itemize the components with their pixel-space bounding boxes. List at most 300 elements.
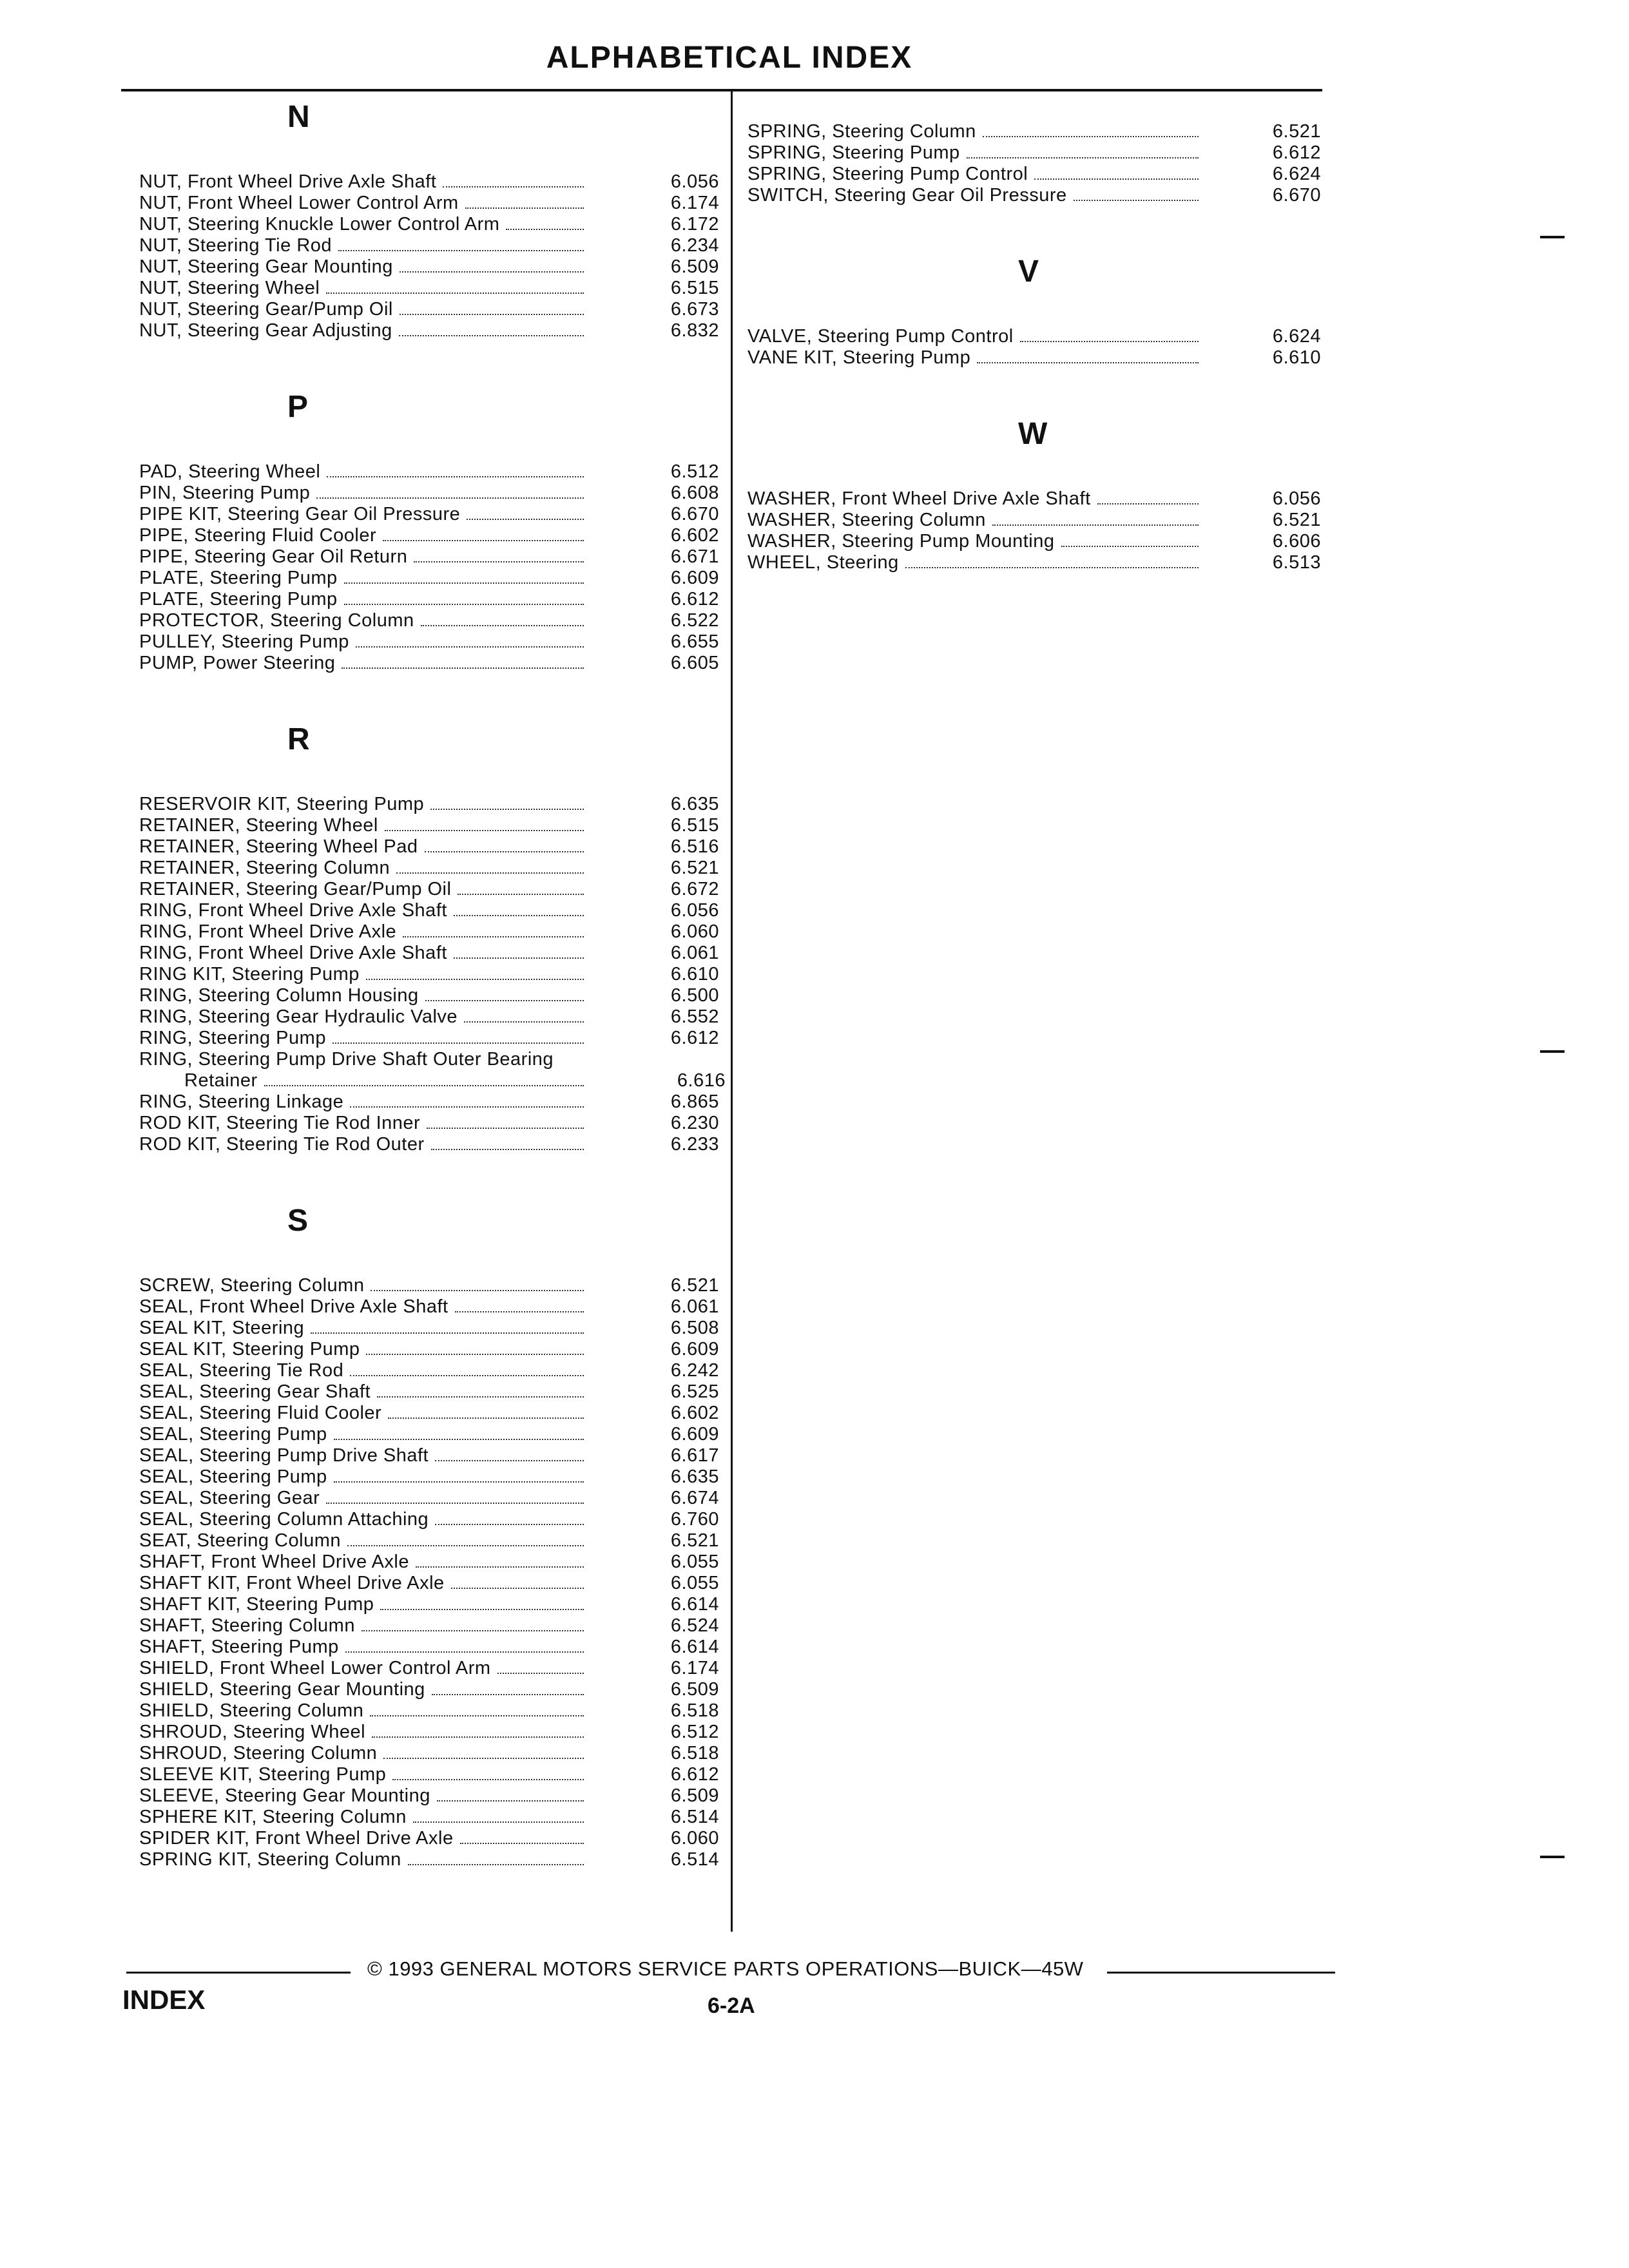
index-entry (747, 347, 1335, 369)
entry-name: RESERVOIR KIT, Steering Pump (139, 794, 425, 814)
index-entry (139, 1445, 719, 1466)
entry-page: 6.672 (670, 879, 719, 899)
entry-name: RETAINER, Steering Gear/Pump Oil (139, 879, 452, 899)
dot-leader (388, 1418, 584, 1419)
index-entry (139, 1296, 719, 1318)
entry-label-wrap (139, 1488, 590, 1509)
entry-label-wrap (139, 299, 590, 320)
entry-name: SPHERE KIT, Steering Column (139, 1807, 407, 1827)
entry-name: PLATE, Steering Pump (139, 568, 338, 588)
entry-page: 6.514 (670, 1807, 719, 1827)
entry-page: 6.524 (670, 1615, 719, 1636)
entry-name: NUT, Front Wheel Lower Control Arm (139, 193, 459, 213)
index-entry (139, 1679, 719, 1700)
entry-name: SEAL KIT, Steering (139, 1318, 305, 1338)
dot-leader (377, 1396, 584, 1398)
entry-list (747, 488, 1335, 573)
entry-page: 6.518 (670, 1700, 719, 1721)
entry-page: 6.832 (670, 320, 719, 341)
dot-leader (967, 157, 1199, 159)
entry-label-wrap (139, 985, 590, 1006)
entry-name: SEAL, Steering Pump (139, 1424, 327, 1445)
entry-label-wrap (139, 1807, 590, 1828)
entry-label-wrap (139, 631, 590, 653)
entry-name: SEAL, Steering Gear Shaft (139, 1381, 371, 1402)
entry-name: RETAINER, Steering Wheel (139, 815, 378, 836)
entry-name: WASHER, Front Wheel Drive Axle Shaft (747, 488, 1091, 509)
index-entry (139, 461, 719, 483)
entry-label-wrap (747, 488, 1205, 510)
entry-label-wrap (139, 858, 590, 879)
dot-leader (327, 476, 584, 477)
index-entry (747, 510, 1335, 531)
index-entry (139, 1028, 719, 1049)
entry-page: 6.172 (670, 214, 719, 235)
index-entry (139, 1849, 719, 1870)
entry-label-wrap (139, 1828, 590, 1849)
entry-name: SHAFT KIT, Steering Pump (139, 1594, 374, 1615)
entry-label-wrap (139, 278, 590, 299)
entry-name: SHAFT, Steering Column (139, 1615, 355, 1636)
dot-leader (366, 1354, 584, 1355)
entry-name: SEAL KIT, Steering Pump (139, 1339, 360, 1360)
entry-page: 6.509 (670, 1679, 719, 1700)
entry-label-wrap (139, 1091, 590, 1113)
dot-leader (372, 1736, 584, 1738)
entry-name: SHAFT, Steering Pump (139, 1637, 339, 1657)
entry-page: 6.522 (670, 610, 719, 631)
dot-leader (338, 250, 584, 251)
entry-page: 6.865 (670, 1091, 719, 1112)
entry-name: WASHER, Steering Column (747, 510, 986, 530)
entry-label-wrap (139, 1509, 590, 1530)
dot-leader (1061, 546, 1199, 547)
entry-name: SHAFT, Front Wheel Drive Axle (139, 1552, 409, 1572)
entry-page: 6.521 (670, 1530, 719, 1551)
entry-page: 6.606 (1272, 531, 1321, 552)
entry-name: PAD, Steering Wheel (139, 461, 321, 482)
entry-page: 6.635 (670, 1466, 719, 1487)
index-entry (139, 1700, 719, 1722)
section-letter: P (287, 390, 309, 424)
entry-label-wrap (139, 1424, 590, 1445)
entry-name: ROD KIT, Steering Tie Rod Outer (139, 1134, 425, 1155)
entry-page: 6.624 (1272, 164, 1321, 184)
entry-label-wrap (747, 326, 1205, 347)
entry-page: 6.612 (670, 1764, 719, 1785)
entry-label-wrap (139, 1594, 590, 1615)
section-gap (139, 138, 719, 171)
index-entry (139, 256, 719, 278)
dot-leader (311, 1332, 584, 1334)
entry-page: 6.174 (670, 1658, 719, 1678)
dot-leader (425, 851, 584, 852)
entry-page: 6.056 (670, 900, 719, 921)
entry-name: RING, Steering Pump Drive Shaft Outer Bearing (139, 1049, 554, 1070)
entry-label-wrap (139, 1722, 590, 1743)
entry-label-wrap (139, 193, 590, 214)
footer-rule-left (126, 1972, 351, 1974)
index-entry (139, 171, 719, 193)
entry-page: 6.671 (670, 546, 719, 567)
entry-page: 6.055 (670, 1552, 719, 1572)
entry-name: PIPE KIT, Steering Gear Oil Pressure (139, 504, 461, 524)
entry-label-wrap (139, 1785, 590, 1807)
right-column (747, 121, 1335, 573)
section-gap (747, 455, 1335, 488)
dot-leader (460, 1843, 584, 1844)
entry-page: 6.514 (670, 1849, 719, 1870)
entry-page: 6.055 (670, 1573, 719, 1593)
entry-label-wrap (139, 461, 590, 483)
entry-name: SEAL, Steering Gear (139, 1488, 320, 1508)
index-entry (747, 142, 1335, 164)
index-entry (139, 1424, 719, 1445)
margin-mark (1540, 1050, 1565, 1053)
dot-leader (437, 1800, 584, 1802)
entry-label-wrap (139, 1573, 590, 1594)
dot-leader (1034, 178, 1199, 180)
entry-page: 6.521 (670, 1275, 719, 1296)
index-entry (139, 1134, 719, 1155)
entry-label-wrap (139, 943, 590, 964)
footer-rule-right (1107, 1972, 1335, 1974)
entry-label-wrap (139, 1552, 590, 1573)
index-entry (139, 1509, 719, 1530)
entry-label-wrap (139, 171, 590, 193)
entry-label-wrap (139, 1849, 590, 1870)
index-entry (139, 299, 719, 320)
entry-page: 6.512 (670, 461, 719, 482)
entry-label-wrap (139, 1743, 590, 1764)
index-entry (139, 1275, 719, 1296)
index-entry (139, 546, 719, 568)
dot-leader (316, 497, 584, 499)
entry-page: 6.602 (670, 525, 719, 546)
dot-leader (361, 1630, 584, 1631)
dot-leader (1074, 200, 1199, 201)
entry-label-wrap (139, 1445, 590, 1466)
section-letter: W (1018, 417, 1048, 451)
entry-label-wrap (139, 1006, 590, 1028)
entry-name: RING, Steering Linkage (139, 1091, 344, 1112)
dot-leader (347, 1545, 584, 1546)
entry-name-continued: Retainer (184, 1070, 258, 1091)
entry-page: 6.674 (670, 1488, 719, 1508)
index-entry (139, 483, 719, 504)
entry-page: 6.612 (670, 589, 719, 610)
entry-name: SHIELD, Front Wheel Lower Control Arm (139, 1658, 491, 1678)
margin-mark (1540, 1856, 1565, 1858)
entry-label-wrap (139, 900, 590, 921)
dot-leader (435, 1524, 584, 1525)
entry-label-wrap (139, 568, 590, 589)
index-entry (139, 1113, 719, 1134)
entry-label-wrap (139, 214, 590, 235)
entry-name: SEAL, Front Wheel Drive Axle Shaft (139, 1296, 448, 1317)
entry-name: PULLEY, Steering Pump (139, 631, 349, 652)
index-section (747, 414, 1335, 573)
entry-page: 6.610 (670, 964, 719, 985)
entry-label-wrap (747, 121, 1205, 142)
dot-leader (342, 668, 584, 669)
entry-continuation (139, 1070, 726, 1091)
dot-leader (370, 1715, 584, 1716)
entry-page: 6.508 (670, 1318, 719, 1338)
index-entry (139, 610, 719, 631)
entry-name: PUMP, Power Steering (139, 653, 336, 673)
index-entry (139, 1594, 719, 1615)
dot-leader (413, 1821, 584, 1823)
index-section (139, 387, 719, 674)
index-entry (139, 943, 719, 964)
index-entry (139, 921, 719, 943)
entry-name: SEAL, Steering Tie Rod (139, 1360, 344, 1381)
dot-leader (464, 1021, 584, 1023)
entry-label-wrap (747, 142, 1205, 164)
dot-leader (1020, 341, 1199, 342)
entry-page: 6.614 (670, 1637, 719, 1657)
entry-name: NUT, Steering Gear Adjusting (139, 320, 392, 341)
entry-page: 6.518 (670, 1743, 719, 1763)
entry-label-wrap (139, 1028, 590, 1049)
index-entry (139, 1552, 719, 1573)
entry-label-wrap (747, 510, 1205, 531)
entry-list (139, 461, 719, 674)
entry-page: 6.552 (670, 1006, 719, 1027)
dot-leader (326, 1503, 584, 1504)
entry-list (139, 171, 719, 341)
entry-name: RING, Front Wheel Drive Axle Shaft (139, 943, 447, 963)
entry-name: SHAFT KIT, Front Wheel Drive Axle (139, 1573, 445, 1593)
entry-page: 6.608 (670, 483, 719, 503)
index-entry (139, 1658, 719, 1679)
entry-page: 6.500 (670, 985, 719, 1006)
entry-name: PIN, Steering Pump (139, 483, 311, 503)
entry-name: VALVE, Steering Pump Control (747, 326, 1014, 347)
entry-label-wrap (139, 546, 590, 568)
entry-page: 6.614 (670, 1594, 719, 1615)
index-entry (139, 1807, 719, 1828)
entry-name: NUT, Steering Wheel (139, 278, 320, 298)
entry-page: 6.056 (1272, 488, 1321, 509)
entry-label-wrap (139, 1360, 590, 1381)
entry-page: 6.515 (670, 815, 719, 836)
dot-leader (371, 1290, 584, 1291)
entry-name: SEAL, Steering Pump (139, 1466, 327, 1487)
entry-name: NUT, Steering Tie Rod (139, 235, 333, 256)
entry-list-spring (747, 121, 1335, 206)
dot-leader (350, 1375, 584, 1376)
entry-name: SPRING KIT, Steering Column (139, 1849, 401, 1870)
entry-page: 6.509 (670, 1785, 719, 1806)
dot-leader (432, 1694, 584, 1695)
entry-page: 6.602 (670, 1403, 719, 1423)
entry-page: 6.670 (1272, 185, 1321, 206)
dot-leader (392, 1779, 584, 1780)
entry-label-wrap (139, 1113, 590, 1134)
index-entry (747, 185, 1335, 206)
index-section (747, 251, 1335, 369)
dot-leader (383, 540, 584, 541)
entry-label-wrap (139, 879, 590, 900)
header-rule (121, 89, 1322, 91)
section-letter: N (287, 100, 310, 134)
index-entry (747, 552, 1335, 573)
entry-label-wrap (747, 552, 1205, 573)
section-gap (139, 1242, 719, 1275)
entry-page: 6.655 (670, 631, 719, 652)
index-entry (139, 1318, 719, 1339)
entry-label-wrap (139, 1637, 590, 1658)
entry-label-wrap (139, 964, 590, 985)
dot-leader (380, 1609, 584, 1610)
entry-label-wrap (139, 256, 590, 278)
entry-name: SHIELD, Steering Column (139, 1700, 364, 1721)
index-section (139, 719, 726, 1155)
index-entry (139, 1006, 719, 1028)
dot-leader (403, 936, 584, 937)
index-entry (747, 531, 1335, 552)
entry-page: 6.061 (670, 943, 719, 963)
entry-list (139, 794, 726, 1155)
dot-leader (333, 1043, 584, 1044)
entry-page: 6.612 (670, 1028, 719, 1048)
entry-page: 6.234 (670, 235, 719, 256)
footer-section-label: INDEX (122, 1984, 206, 2015)
index-entry (139, 1573, 719, 1594)
index-entry (139, 1743, 719, 1764)
entry-name: NUT, Steering Gear Mounting (139, 256, 393, 277)
dot-leader (383, 1758, 584, 1759)
entry-page: 6.521 (1272, 510, 1321, 530)
dot-leader (443, 186, 584, 187)
entry-label-wrap (139, 1615, 590, 1637)
dot-leader (430, 809, 584, 810)
index-entry (139, 1764, 719, 1785)
index-entry (139, 1722, 719, 1743)
entry-page: 6.233 (670, 1134, 719, 1155)
footer-copyright: © 1993 GENERAL MOTORS SERVICE PARTS OPERATIONS—BUICK—45W (367, 1957, 1084, 1980)
dot-leader (992, 524, 1199, 526)
index-section (139, 97, 719, 341)
dot-leader (454, 915, 584, 916)
entry-page: 6.513 (1272, 552, 1321, 573)
entry-page: 6.609 (670, 1424, 719, 1445)
entry-name: SHROUD, Steering Wheel (139, 1722, 366, 1742)
entry-page: 6.521 (670, 858, 719, 878)
section-gap (139, 428, 719, 461)
entry-label-wrap (139, 1296, 590, 1318)
entry-page: 6.509 (670, 256, 719, 277)
index-entry (139, 504, 719, 525)
index-entry (139, 568, 719, 589)
index-entry (139, 631, 719, 653)
entry-page: 6.760 (670, 1509, 719, 1530)
entry-page: 6.605 (670, 653, 719, 673)
dot-leader (344, 582, 584, 584)
entry-page: 6.525 (670, 1381, 719, 1402)
dot-leader (427, 1128, 584, 1129)
entry-name: SHIELD, Steering Gear Mounting (139, 1679, 425, 1700)
index-entry (139, 1637, 719, 1658)
index-entry (139, 193, 719, 214)
index-entry (747, 164, 1335, 185)
entry-name: ROD KIT, Steering Tie Rod Inner (139, 1113, 421, 1133)
dot-leader (983, 136, 1199, 137)
dot-leader (497, 1673, 584, 1674)
index-entry (139, 1615, 719, 1637)
dot-leader (396, 872, 584, 874)
entry-page: 6.610 (1272, 347, 1321, 368)
entry-label-wrap (139, 235, 590, 256)
section-letter: R (287, 722, 310, 756)
dot-leader (458, 894, 584, 895)
entry-page: 6.174 (670, 193, 719, 213)
entry-label-wrap (139, 1381, 590, 1403)
entry-page: 6.521 (1272, 121, 1321, 142)
dot-leader (467, 519, 584, 520)
index-entry (139, 794, 719, 815)
index-entry (139, 214, 719, 235)
entry-page: 6.670 (670, 504, 719, 524)
entry-label-wrap (139, 320, 590, 341)
dot-leader (264, 1085, 584, 1086)
entry-name: SEAT, Steering Column (139, 1530, 341, 1551)
dot-leader (356, 646, 584, 648)
entry-name: SPRING, Steering Pump (747, 142, 960, 163)
entry-label-wrap (139, 1403, 590, 1424)
entry-label-wrap (139, 483, 590, 504)
index-entry (139, 985, 719, 1006)
index-entry (139, 278, 719, 299)
index-entry (139, 1381, 719, 1403)
entry-page: 6.515 (670, 278, 719, 298)
index-entry (747, 121, 1335, 142)
entry-label-wrap (139, 1700, 590, 1722)
entry-label-wrap (139, 1339, 590, 1360)
entry-name: NUT, Steering Knuckle Lower Control Arm (139, 214, 500, 235)
dot-leader (421, 625, 584, 626)
entry-label-wrap (139, 1530, 590, 1552)
entry-label-wrap (139, 1275, 590, 1296)
entry-page: 6.617 (670, 1445, 719, 1466)
index-entry (139, 1466, 719, 1488)
entry-label-wrap (139, 794, 590, 815)
entry-label-wrap (139, 921, 590, 943)
index-entry (139, 964, 719, 985)
dot-leader (408, 1864, 584, 1865)
dot-leader (350, 1106, 584, 1108)
index-entry (747, 488, 1335, 510)
index-entry (139, 836, 719, 858)
section-letter: V (1018, 255, 1039, 289)
entry-name: PIPE, Steering Fluid Cooler (139, 525, 377, 546)
index-entry (139, 879, 719, 900)
entry-page: 6.230 (670, 1113, 719, 1133)
entry-name: RING, Front Wheel Drive Axle Shaft (139, 900, 447, 921)
entry-name: SHROUD, Steering Column (139, 1743, 378, 1763)
entry-name: SPIDER KIT, Front Wheel Drive Axle (139, 1828, 454, 1849)
entry-name: RING, Front Wheel Drive Axle (139, 921, 397, 942)
index-entry (139, 858, 719, 879)
dot-leader (334, 1439, 584, 1440)
dot-leader (416, 1566, 584, 1568)
index-entry (139, 320, 719, 341)
entry-label-wrap (139, 1466, 590, 1488)
dot-leader (454, 957, 584, 959)
section-gap (747, 293, 1335, 326)
